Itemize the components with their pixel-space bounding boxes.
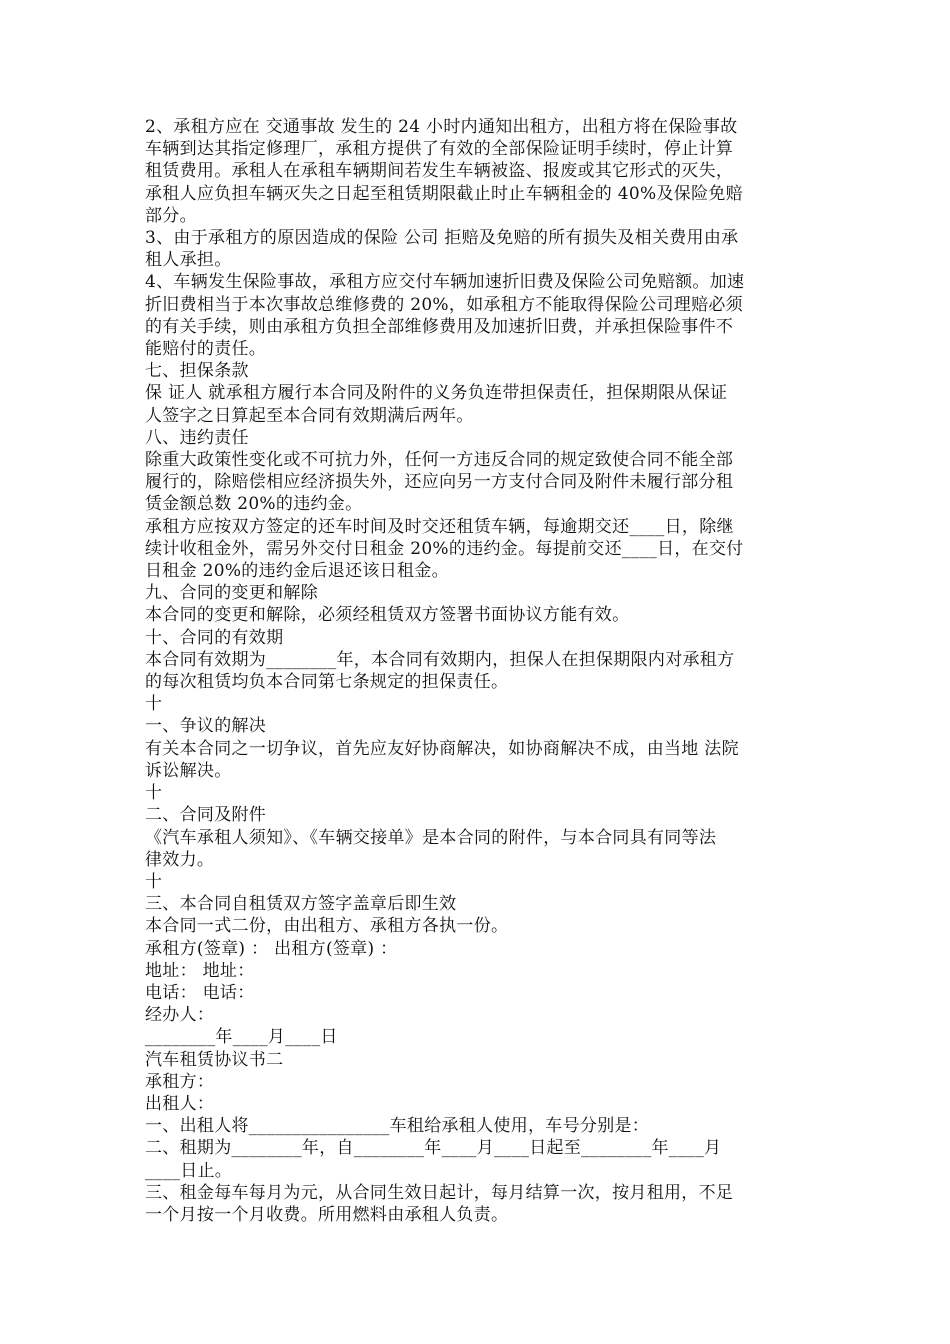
text-line: 承租人应负担车辆灭失之日起至租赁期限截止时止车辆租金的 40%及保险免赔 [145,183,743,204]
section-heading: 十 [145,694,163,715]
text-line: 赁金额总数 20%的违约金。 [145,494,363,515]
section-heading: 十 [145,871,163,892]
phone-line: 电话： 电话： [145,982,255,1003]
text-line: 租人承担。 [145,250,232,271]
section-heading: 九、合同的变更和解除 [145,583,318,604]
text-line: 一、出租人将________________车租给承租人使用，车号分别是： [145,1116,650,1137]
text-line: ____日止。 [145,1160,233,1181]
party-line: 承租方： [145,1071,215,1092]
text-line: 部分。 [145,205,197,226]
text-line: 的有关手续，则由承租方负担全部维修费用及加速折旧费，并承担保险事件不 [145,316,734,337]
text-line: 2、承租方应在 交通事故 发生的 24 小时内通知出租方，出租方将在保险事故 [145,117,738,137]
address-line: 地址： 地址： [145,960,255,981]
text-line: 保 证人 就承租方履行本合同及附件的义务负连带担保责任，担保期限从保证 [145,383,728,404]
date-line: ________年____月____日 [145,1027,338,1048]
text-line: 车辆到达其指定修理厂，承租方提供了有效的全部保险证明手续时，停止计算 [145,139,734,160]
text-line: 《汽车承租人须知》、《车辆交接单》是本合同的附件，与本合同具有同等法 [145,827,717,848]
section-heading: 七、担保条款 [145,361,249,382]
text-line: 有关本合同之一切争议，首先应友好协商解决，如协商解决不成，由当地 法院 [145,738,739,759]
text-line: 能赔付的责任。 [145,339,267,360]
contract-page [145,116,805,1226]
text-line: 履行的，除赔偿相应经济损失外，还应向另一方支付合同及附件未履行部分租 [145,472,734,493]
text-line: 人签字之日算起至本合同有效期满后两年。 [145,405,474,426]
text-line: 折旧费相当于本次事故总维修费的 20%，如承租方不能取得保险公司理赔必须 [145,294,743,315]
text-line: 律效力。 [145,849,215,870]
text-line: 承租方应按双方签定的还车时间及时交还租赁车辆，每逾期交还____日，除继 [145,516,734,537]
agent-line: 经办人： [145,1005,215,1026]
text-line: 续计收租金外，需另外交付日租金 20%的违约金。每提前交还____日，在交付 [145,538,744,559]
signature-line: 承租方(签章) ： 出租方(签章) ： [145,938,398,959]
text-line: 的每次租赁均负本合同第七条规定的担保责任。 [145,672,509,693]
section-heading: 二、合同及附件 [145,805,267,826]
document-title: 汽车租赁协议书二 [145,1049,284,1070]
text-line: 本合同有效期为________年，本合同有效期内，担保人在担保期限内对承租方 [145,649,735,670]
section-heading: 十、合同的有效期 [145,627,284,648]
text-line: 三、租金每车每月为元，从合同生效日起计，每月结算一次，按月租用，不足 [145,1182,734,1203]
text-line: 除重大政策性变化或不可抗力外，任何一方违反合同的规定致使合同不能全部 [145,450,734,471]
text-line: 日租金 20%的违约金后退还该日租金。 [145,561,449,582]
text-line: 诉讼解决。 [145,760,232,781]
text-line: 二、租期为________年，自________年____月____日起至________年____月 [145,1138,722,1159]
text-line: 租赁费用。承租人在承租车辆期间若发生车辆被盗、报废或其它形式的灭失， [145,161,734,182]
text-line: 3、由于承租方的原因造成的保险 公司 拒赔及免赔的所有损失及相关费用由承 [145,228,739,249]
section-heading: 八、违约责任 [145,427,249,448]
text-line: 4、车辆发生保险事故，承租方应交付车辆加速折旧费及保险公司免赔额。加速 [145,272,745,293]
text-line: 本合同一式二份，由出租方、承租方各执一份。 [145,916,509,937]
section-heading: 一、争议的解决 [145,716,267,737]
text-line: 一个月按一个月收费。所用燃料由承租人负责。 [145,1204,509,1225]
section-heading: 十 [145,783,163,804]
party-line: 出租人： [145,1093,215,1114]
text-line: 本合同的变更和解除，必须经租赁双方签署书面协议方能有效。 [145,605,630,626]
section-heading: 三、本合同自租赁双方签字盖章后即生效 [145,894,457,915]
